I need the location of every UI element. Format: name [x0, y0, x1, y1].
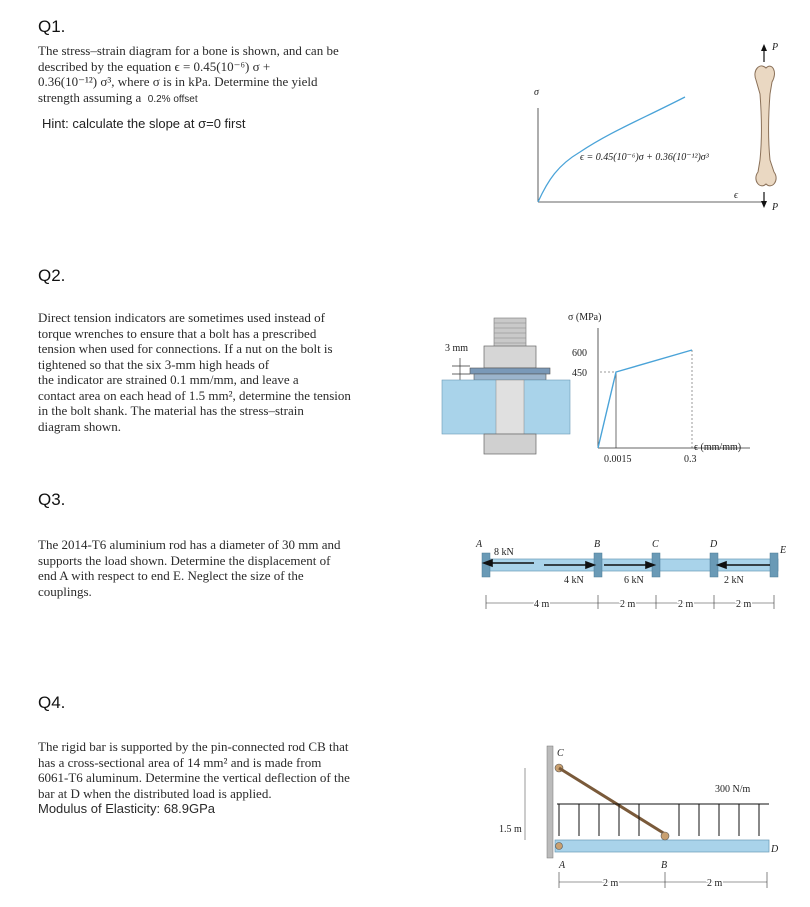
q3-rod-figure [474, 535, 794, 615]
q2-line: Direct tension indicators are sometimes used instead of [38, 310, 326, 325]
q1-x-axis-label: ϵ [734, 190, 739, 201]
q2-line: in the bolt shank. The material has the stress–strain [38, 403, 304, 418]
q4-modulus: Modulus of Elasticity: 68.9GPa [38, 801, 216, 816]
q1-offset-note: 0.2% offset [147, 93, 198, 105]
q2-line: contact area on each head of 1.5 mm², determine the tension [38, 387, 351, 403]
q1-heading: Q1. [38, 17, 66, 36]
q1-equation: ϵ = 0.45(10⁻⁶)σ + 0.36(10⁻¹²)σ³ [580, 152, 709, 163]
q4-line: The rigid bar is supported by the pin-connected rod CB that [38, 739, 349, 754]
q3-line: supports the load shown. Determine the displacement of [38, 552, 331, 568]
q1-load-bottom: P [772, 202, 779, 213]
q4-point-a: A [559, 860, 566, 871]
q3-line: The 2014-T6 aluminium rod has a diameter of 30 mm and [38, 537, 341, 552]
q4-line: 6061-T6 aluminum. Determine the vertical deflection of the [38, 770, 350, 785]
q2-y-axis-label: σ (MPa) [568, 312, 602, 323]
q3-point-b: B [594, 539, 601, 550]
nut [484, 346, 536, 368]
q3-load-6kn: 6 kN [624, 575, 644, 586]
q1-line: described by the equation ϵ = 0.45(10⁻⁶) σ + [38, 58, 271, 74]
q2-stress-strain-graph [560, 310, 790, 465]
q2-y-tick-600: 600 [572, 348, 587, 359]
q4-load: 300 N/m [715, 784, 751, 795]
q4-point-c: C [557, 748, 564, 759]
q2-heading: Q2. [38, 266, 66, 285]
q2-problem-text [38, 310, 376, 434]
q1-line4-prefix: strength assuming a [38, 89, 142, 105]
q4-heading: Q4. [38, 693, 66, 712]
q2-line: torque wrenches to ensure that a bolt has a prescribed [38, 325, 317, 341]
q3-span-cd: 2 m [678, 599, 694, 610]
q1-stress-strain-figure [520, 40, 790, 220]
q4-point-d: D [771, 844, 779, 855]
q2-dimension: 3 mm [445, 343, 469, 354]
q3-span-bc: 2 m [620, 599, 636, 610]
indicator-washer [470, 368, 550, 374]
q3-span-ab: 4 m [534, 599, 550, 610]
q2-line: tension when used for connections. If a nut on the bolt is [38, 341, 333, 356]
q2-x-tick-0.0015: 0.0015 [604, 454, 632, 465]
q1-curve [538, 97, 685, 202]
wall [547, 746, 553, 858]
q2-x-axis-label: ϵ (mm/mm) [694, 442, 742, 453]
q3-span-de: 2 m [736, 599, 752, 610]
q4-span-bd: 2 m [707, 878, 723, 889]
q4-line: bar at D when the distributed load is applied. [38, 785, 272, 801]
q3-line: couplings. [38, 583, 92, 599]
q3-load-4kn: 4 kN [564, 575, 584, 586]
q2-y-tick-450: 450 [572, 368, 587, 379]
q4-line: has a cross-sectional area of 14 mm² and is made from [38, 754, 322, 770]
q4-problem-text [38, 739, 376, 817]
q1-line: 0.36(10⁻¹²) σ³, where σ is in kPa. Determine the yield [38, 74, 318, 89]
q4-span-ab: 2 m [603, 878, 619, 889]
rod-cb [559, 768, 665, 834]
q3-point-a: A [476, 539, 483, 550]
rigid-bar [555, 840, 769, 852]
q3-load-2kn: 2 kN [724, 575, 744, 586]
q2-x-tick-0.3: 0.3 [684, 454, 697, 465]
q3-load-8kn: 8 kN [494, 547, 514, 558]
q1-line: The stress–strain diagram for a bone is shown, and can be [38, 43, 339, 58]
q1-line [38, 90, 376, 108]
q3-heading: Q3. [38, 490, 66, 509]
q1-y-axis-label: σ [534, 87, 539, 98]
q3-point-c: C [652, 539, 659, 550]
q4-rigid-bar-figure [495, 740, 795, 890]
q4-point-b: B [661, 860, 668, 871]
q3-line: end A with respect to end E. Neglect the size of the [38, 568, 304, 583]
bolt-head [484, 434, 536, 454]
q3-point-e: E [780, 545, 787, 556]
q2-line: the indicator are strained 0.1 mm/mm, and leave a [38, 372, 299, 387]
q3-problem-text [38, 537, 376, 599]
q4-height: 1.5 m [499, 824, 522, 835]
q1-hint: Hint: calculate the slope at σ=0 first [42, 116, 246, 131]
q1-problem-text [38, 43, 376, 107]
bone-icon [755, 42, 778, 213]
coupling-e [770, 553, 778, 577]
q3-point-d: D [710, 539, 718, 550]
q2-curve [598, 350, 692, 448]
q2-bolt-figure [440, 318, 570, 463]
q2-line: tightened so that the six 3-mm high heads of [38, 356, 270, 372]
q2-line: diagram shown. [38, 418, 122, 434]
q1-load-top: P [772, 42, 779, 53]
